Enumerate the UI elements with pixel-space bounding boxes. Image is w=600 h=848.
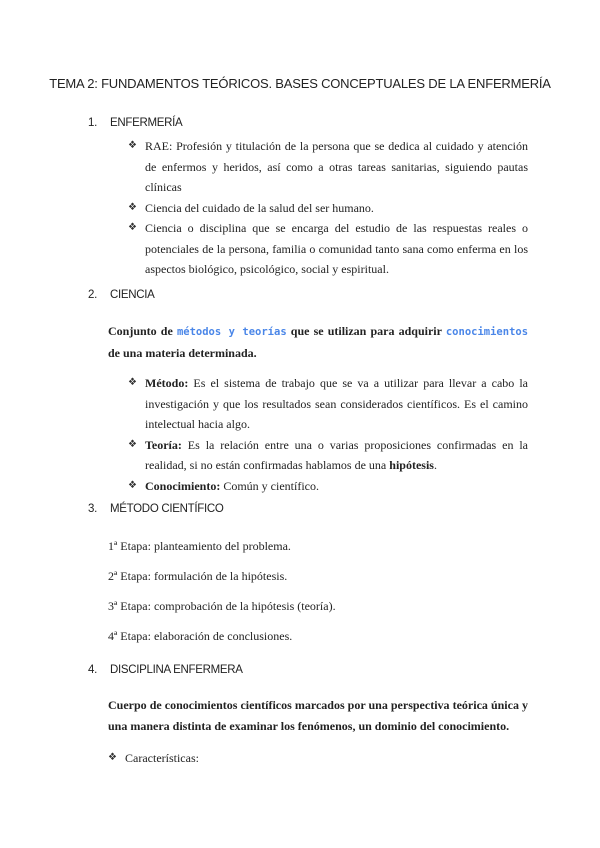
list-item: ❖ Método: Es el sistema de trabajo que se va a utilizar para llevar a cabo la investigación y que los resultados sean considerados científicos. Es el camino intelectual hacia algo. [128, 373, 528, 435]
etapa-item: 3ª Etapa: comprobación de la hipótesis (teoría). [108, 599, 336, 613]
etapa-item: 1ª Etapa: planteamiento del problema. [108, 539, 291, 553]
section-title: ENFERMERÍA [110, 117, 183, 129]
term: Conocimiento: [145, 478, 221, 493]
ciencia-definition: Conjunto de métodos y teorías que se utilizan para adquirir conocimientos de una materia determinada. [108, 324, 529, 360]
term: hipótesis [389, 458, 434, 472]
list-item: ❖ Conocimiento: Común y científico. [128, 476, 528, 497]
section-number: 4. [88, 664, 97, 676]
section-number: 3. [88, 503, 97, 515]
diamond-bullet-icon: ❖ [108, 752, 117, 763]
term: Método: [145, 376, 189, 390]
page-title: TEMA 2: FUNDAMENTOS TEÓRICOS. BASES CONCEPTUALES DE LA ENFERMERÍA [49, 76, 551, 91]
list-item: ❖ RAE: Profesión y titulación de la persona que se dedica al cuidado y atención de enfermos y heridos, así como a otras tareas sanitarias, siguiendo pautas clínicas [128, 136, 528, 198]
list-item: ❖ Ciencia o disciplina que se encarga del estudio de las respuestas reales o potenciales de la persona, familia o comunidad tanto sana como enferma en los aspectos biológico, psicológico, social y espiritual. [128, 218, 528, 280]
list-item: ❖ Ciencia del cuidado de la salud del ser humano. [128, 198, 528, 219]
diamond-bullet-icon: ❖ [128, 479, 137, 491]
diamond-bullet-icon: ❖ [128, 377, 137, 388]
enfermeria-list [128, 136, 528, 280]
highlight-term: métodos y teorías [176, 326, 287, 338]
list-item: ❖ Características: [108, 748, 199, 769]
section-number: 2. [88, 289, 97, 301]
section-title: CIENCIA [110, 289, 155, 301]
section-title: DISCIPLINA ENFERMERA [110, 664, 243, 676]
etapa-item: 4ª Etapa: elaboración de conclusiones. [108, 629, 293, 643]
ciencia-list [128, 373, 528, 496]
section-heading-enfermeria [88, 117, 182, 129]
highlight-term: conocimientos [445, 326, 529, 338]
term: Teoría: [145, 437, 182, 452]
section-heading-disciplina [88, 664, 243, 676]
section-number: 1. [88, 117, 97, 129]
list-item: ❖ Teoría: Es la relación entre una o varias proposiciones confirmadas en la realidad, si no están confirmadas hablamos de una hipótesis. [128, 435, 528, 476]
diamond-bullet-icon: ❖ [128, 140, 137, 151]
section-heading-metodo [88, 503, 224, 515]
disciplina-definition: Cuerpo de conocimientos científicos marcados por una perspectiva teórica única y una manera distinta de examinar los fenómenos, un dominio del conocimiento. [108, 698, 528, 733]
section-title: MÉTODO CIENTÍFICO [110, 503, 224, 515]
section-heading-ciencia [88, 289, 155, 301]
diamond-bullet-icon: ❖ [128, 222, 137, 233]
diamond-bullet-icon: ❖ [128, 201, 137, 213]
diamond-bullet-icon: ❖ [128, 438, 137, 450]
etapa-item: 2ª Etapa: formulación de la hipótesis. [108, 569, 288, 583]
